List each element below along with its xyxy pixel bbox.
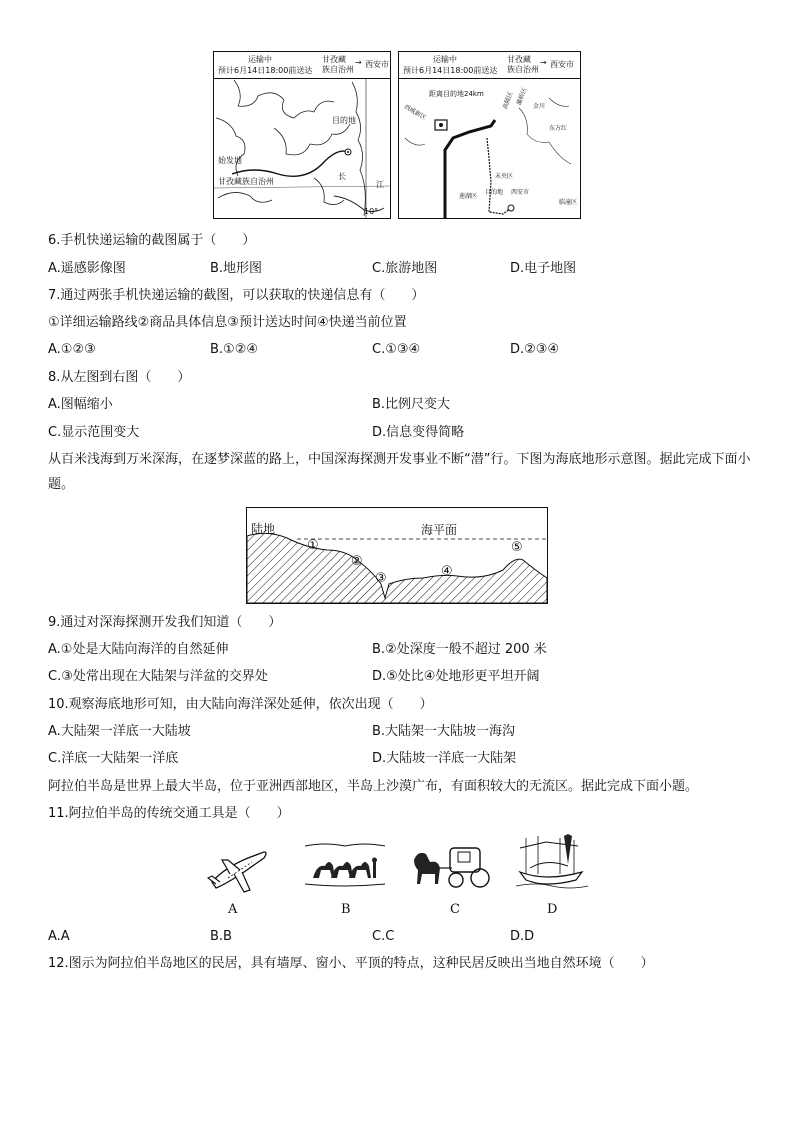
q7-option-b[interactable]: B.①②④ <box>210 342 259 357</box>
figure-label-a: A <box>228 902 238 917</box>
map-left-origin: 甘孜藏 族自治州 <box>322 55 354 74</box>
q6-option-d[interactable]: D.电子地图 <box>510 261 577 276</box>
q9-option-a[interactable]: A.①处是大陆向海洋的自然延伸 <box>48 642 229 657</box>
q8-stem: 8.从左图到右图（ ） <box>48 370 191 385</box>
map-right-label-a: 西咸新区 <box>402 103 428 122</box>
seafloor-point-1: ① <box>307 538 319 553</box>
map-left-label-dest: 目的地 <box>332 116 356 125</box>
q11-option-b[interactable]: B.B <box>210 929 232 944</box>
map-right-label-e: 金川 <box>533 103 546 110</box>
seafloor-label-sea-level: 海平面 <box>421 523 458 537</box>
q8-option-d[interactable]: D.信息变得简略 <box>372 425 465 440</box>
arrow-right-icon: → <box>355 58 362 67</box>
map-right-origin: 甘孜藏 族自治州 <box>507 55 539 74</box>
q10-option-d[interactable]: D.大陆坡一洋底一大陆架 <box>372 751 517 766</box>
map-right-header <box>399 52 580 79</box>
map-left-label-jiang: 江 <box>376 180 384 189</box>
horse-carriage-icon <box>408 838 494 896</box>
seafloor-label-land: 陆地 <box>251 522 276 536</box>
q6-option-a[interactable]: A.遥感影像图 <box>48 261 126 276</box>
map-right-dest: 西安市 <box>550 60 574 69</box>
map-right-label-d: 临潼区 <box>559 199 578 206</box>
map-right-label-b: 高陵区 <box>501 90 515 111</box>
map-right-distance: 距离目的地24km <box>429 90 484 98</box>
q7-option-c[interactable]: C.①③④ <box>372 342 421 357</box>
q6-option-c[interactable]: C.旅游地图 <box>372 261 438 276</box>
map-left-label-lon: 10° <box>364 207 379 216</box>
figure-label-c: C <box>450 902 460 917</box>
seafloor-point-5: ⑤ <box>511 540 523 555</box>
q11-option-c[interactable]: C.C <box>372 929 395 944</box>
q10-option-c[interactable]: C.洋底一大陆架一洋底 <box>48 751 179 766</box>
map-left-label-start: 始发地 <box>218 156 242 165</box>
q7-option-d[interactable]: D.②③④ <box>510 342 560 357</box>
q8-option-b[interactable]: B.比例尺变大 <box>372 397 451 412</box>
map-left-dest: 西安市 <box>365 60 389 69</box>
map-right-label-lianhu: 莲湖区 <box>459 193 478 200</box>
map-left-drawing <box>214 78 390 218</box>
seafloor-point-2: ② <box>351 554 363 569</box>
q11-option-a[interactable]: A.A <box>48 929 70 944</box>
intro-arabian-peninsula: 阿拉伯半岛是世界上最大半岛，位于亚洲西部地区，半岛上沙漠广布，有面积较大的无流区。据此完成下面小题。 <box>48 779 699 794</box>
q12-stem: 12.图示为阿拉伯半岛地区的民居，具有墙厚、窗小、平顶的特点，这种民居反映出当地自然环境（ ） <box>48 956 654 971</box>
q7-option-a[interactable]: A.①②③ <box>48 342 96 357</box>
map-left-label-region: 甘孜藏族自治州 <box>218 177 274 186</box>
figure-label-d: D <box>547 902 558 917</box>
seafloor-svg <box>247 508 547 603</box>
q9-stem: 9.通过对深海探测开发我们知道（ ） <box>48 615 282 630</box>
map-right-status: 运输中 <box>433 55 457 64</box>
intro-deep-sea: 从百米浅海到万米深海，在逐梦深蓝的路上，中国深海探测开发事业不断“潜”行。下图为海底地形示意图。据此完成下面小题。 <box>48 452 751 492</box>
map-right-label-c: 灞桥区 <box>515 86 529 107</box>
map-right-label-weiyang: 未央区 <box>495 173 514 180</box>
q9-option-b[interactable]: B.②处深度一般不超过 200 米 <box>372 642 547 657</box>
map-left <box>213 51 391 219</box>
map-left-eta: 预计6月14日18:00前送达 <box>218 66 313 75</box>
q10-option-b[interactable]: B.大陆架一大陆坡一海沟 <box>372 724 516 739</box>
q9-option-d[interactable]: D.⑤处比④处地形更平坦开阔 <box>372 669 540 684</box>
arrow-right-icon: → <box>540 58 547 67</box>
map-right <box>398 51 581 219</box>
q9-option-c[interactable]: C.③处常出现在大陆架与洋盆的交界处 <box>48 669 268 684</box>
q7-items: ①详细运输路线②商品具体信息③预计送达时间④快递当前位置 <box>48 315 407 330</box>
camel-caravan-icon <box>305 838 385 896</box>
q8-option-c[interactable]: C.显示范围变大 <box>48 425 140 440</box>
q10-stem: 10.观察海底地形可知，由大陆向海洋深处延伸，依次出现（ ） <box>48 697 433 712</box>
map-left-header <box>214 52 390 79</box>
map-right-label-dest: 目的地 <box>485 189 504 196</box>
map-left-status: 运输中 <box>248 55 272 64</box>
q11-option-d[interactable]: D.D <box>510 929 535 944</box>
airplane-icon <box>204 838 268 896</box>
map-right-drawing <box>399 78 580 218</box>
seafloor-diagram <box>246 507 548 604</box>
q6-stem: 6.手机快递运输的截图属于（ ） <box>48 233 256 248</box>
map-right-label-city: 西安市 <box>511 189 530 196</box>
map-right-eta: 预计6月14日18:00前送达 <box>403 66 498 75</box>
q8-option-a[interactable]: A.图幅缩小 <box>48 397 113 412</box>
figure-label-b: B <box>341 902 351 917</box>
map-left-label-chang: 长 <box>338 172 346 181</box>
boat-icon <box>516 834 588 892</box>
q11-stem: 11.阿拉伯半岛的传统交通工具是（ ） <box>48 806 290 821</box>
q6-option-b[interactable]: B.地形图 <box>210 261 263 276</box>
q10-option-a[interactable]: A.大陆架一洋底一大陆坡 <box>48 724 191 739</box>
seafloor-point-4: ④ <box>441 564 453 579</box>
seafloor-point-3: ③ <box>375 571 387 586</box>
q7-stem: 7.通过两张手机快递运输的截图，可以获取的快递信息有（ ） <box>48 288 425 303</box>
map-right-label-f: 东方红 <box>549 125 568 132</box>
